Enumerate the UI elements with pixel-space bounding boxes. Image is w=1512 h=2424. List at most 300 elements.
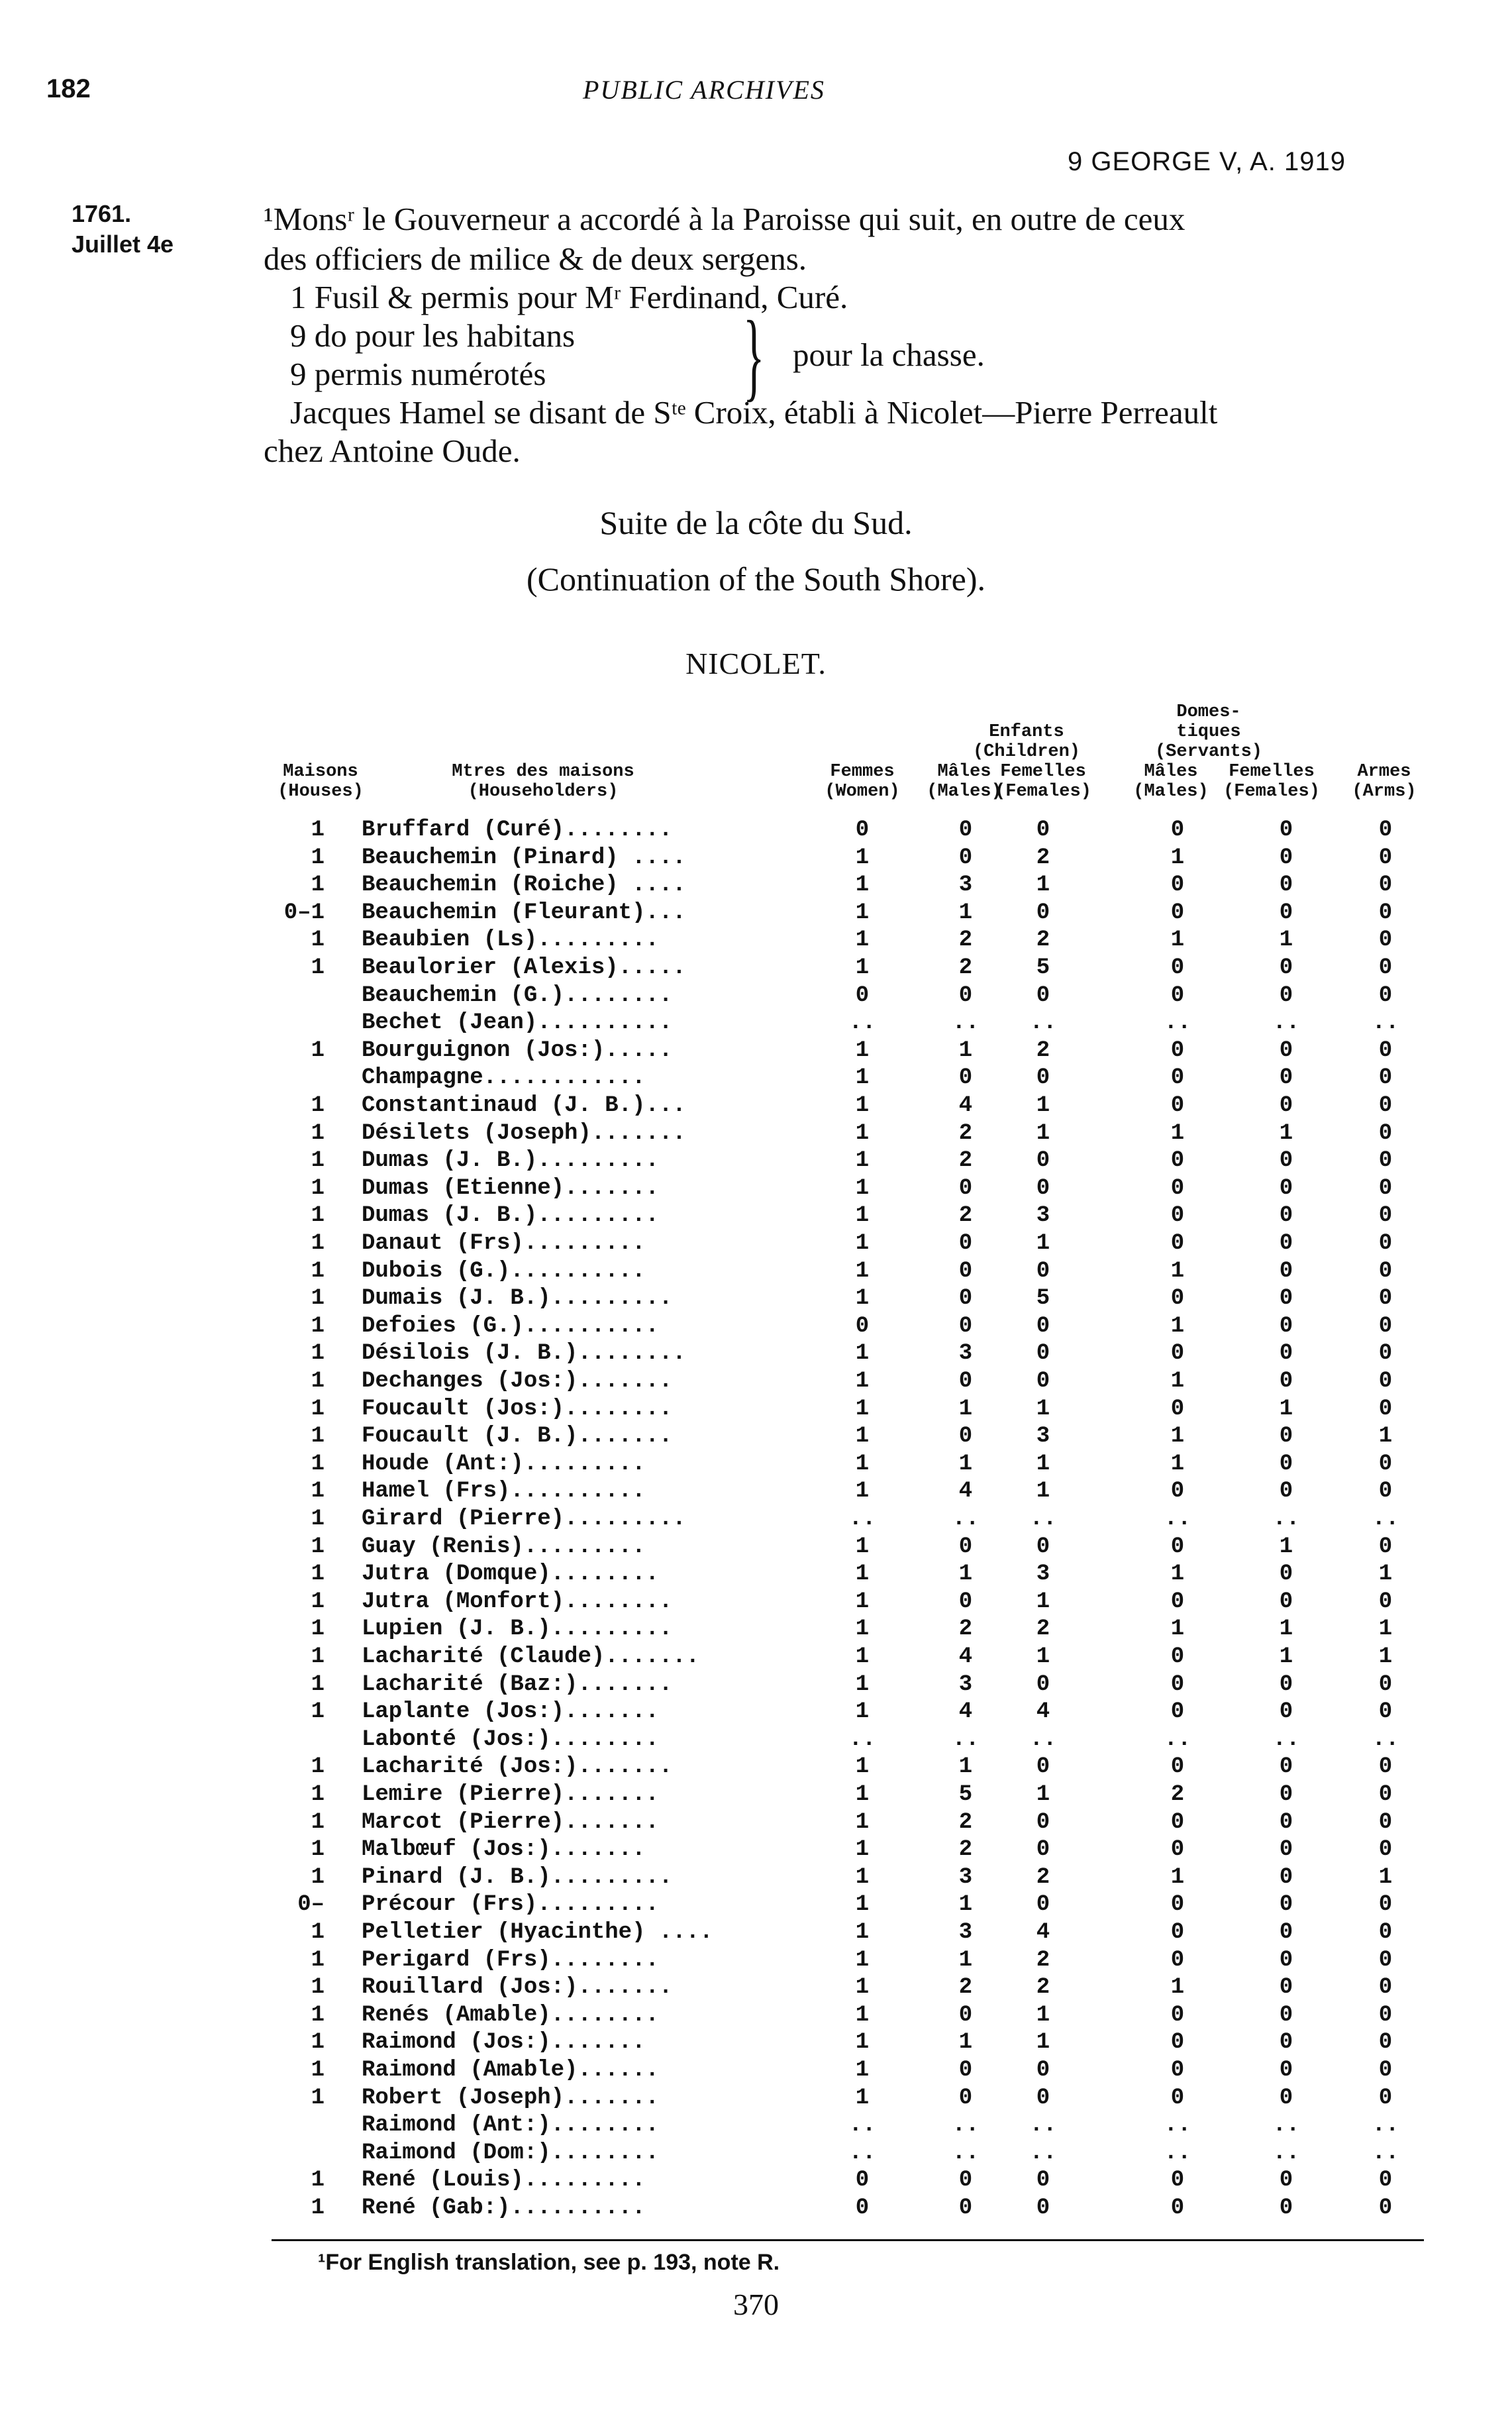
count-cell: 1 [855, 900, 870, 925]
count-cell: 0 [958, 2195, 973, 2221]
householder-name: Dumais (J. B.)......... [362, 1286, 673, 1312]
count-cell: 0 [1170, 982, 1185, 1008]
count-cell: 1 [855, 1451, 870, 1477]
count-cell: 0 [1170, 1699, 1185, 1725]
count-cell: 0 [1378, 1120, 1393, 1146]
folio-number: 370 [733, 2288, 779, 2321]
count-cell: 0 [1036, 1534, 1050, 1559]
count-cell: 0 [1378, 2195, 1393, 2221]
count-cell: 1 [855, 1809, 870, 1835]
footnote: ¹For English translation, see p. 193, note R. [318, 2250, 780, 2275]
count-cell: .. [1272, 1010, 1300, 1036]
count-cell: 1 [855, 1203, 870, 1229]
count-cell: 1 [855, 955, 870, 980]
count-cell: 2 [1170, 1782, 1185, 1807]
count-cell: 0 [1378, 955, 1393, 980]
count-cell: 0 [1036, 1369, 1050, 1394]
count-cell: .. [1272, 2113, 1300, 2138]
count-cell: .. [848, 2113, 876, 2138]
count-cell: 1 [855, 845, 870, 870]
intro-line-6: Jacques Hamel se disant de Sᵗᵉ Croix, établi à Nicolet—Pierre Perreault [290, 394, 1218, 431]
count-cell: 1 [1378, 1616, 1393, 1642]
count-cell: 0 [1378, 1975, 1393, 2001]
count-cell: 0 [1170, 1809, 1185, 1835]
maison-cell: 1 [311, 2030, 325, 2056]
maison-cell: 1 [311, 1616, 325, 1642]
section-title: NICOLET. [685, 647, 827, 680]
count-cell: 0 [1378, 2168, 1393, 2193]
count-cell: 0 [1378, 2030, 1393, 2056]
maison-cell: 1 [311, 1148, 325, 1174]
group-header-domestiques: tiques [1176, 722, 1241, 742]
column-header: Maisons [283, 762, 358, 782]
count-cell: 1 [1170, 1369, 1185, 1394]
column-header: Femmes [830, 762, 895, 782]
intro-line-7: chez Antoine Oude. [264, 433, 521, 469]
maison-cell: 1 [311, 1120, 325, 1146]
brace-text: pour la chasse. [793, 337, 985, 373]
count-cell: 0 [1170, 2030, 1185, 2056]
count-cell: 0 [1170, 2002, 1185, 2028]
count-cell: 0 [1279, 900, 1293, 925]
count-cell: 1 [855, 1864, 870, 1890]
householder-name: Foucault (Jos:)........ [362, 1396, 673, 1422]
householder-name: Dumas (Etienne)....... [362, 1175, 659, 1201]
count-cell: 0 [1279, 1065, 1293, 1091]
maison-cell: 0–1 [283, 900, 325, 925]
householder-name: Raimond (Jos:)....... [362, 2030, 646, 2056]
column-header: Mâles [1144, 762, 1198, 782]
maison-cell: 1 [311, 1671, 325, 1697]
count-cell: 1 [855, 1671, 870, 1697]
count-cell: 0 [1170, 1589, 1185, 1614]
count-cell: 1 [958, 1037, 973, 1063]
count-cell: 0 [1279, 1093, 1293, 1118]
maison-cell: 1 [311, 817, 325, 843]
count-cell: .. [1164, 2113, 1191, 2138]
count-cell: 0 [1279, 1286, 1293, 1312]
householder-name: Robert (Joseph)....... [362, 2085, 659, 2111]
count-cell: .. [1272, 2140, 1300, 2166]
count-cell: 0 [1279, 1892, 1293, 1918]
count-cell: 4 [958, 1093, 973, 1118]
householder-name: Dechanges (Jos:)....... [362, 1369, 673, 1394]
count-cell: 1 [1170, 1616, 1185, 1642]
count-cell: 0 [958, 982, 973, 1008]
count-cell: 0 [958, 1313, 973, 1339]
count-cell: 1 [958, 1396, 973, 1422]
column-header: Femelles [1229, 762, 1315, 782]
count-cell: .. [1029, 2113, 1057, 2138]
maison-cell: 1 [311, 2195, 325, 2221]
householder-name: Champagne............ [362, 1065, 646, 1091]
count-cell: 0 [1279, 1258, 1293, 1284]
maison-cell: 1 [311, 2085, 325, 2111]
count-cell: 1 [1170, 1864, 1185, 1890]
maison-cell: 1 [311, 1341, 325, 1367]
maison-cell: 1 [311, 1203, 325, 1229]
count-cell: 1 [1036, 1093, 1050, 1118]
count-cell: 0 [1170, 2058, 1185, 2083]
count-cell: 1 [855, 1120, 870, 1146]
count-cell: 0 [1170, 817, 1185, 843]
count-cell: 0 [958, 2085, 973, 2111]
count-cell: 1 [1170, 1120, 1185, 1146]
count-cell: 0 [1378, 872, 1393, 898]
householder-name: Malbœuf (Jos:)....... [362, 1837, 646, 1863]
footnote-rule [272, 2239, 1424, 2241]
count-cell: 0 [855, 982, 870, 1008]
count-cell: 0 [1279, 1864, 1293, 1890]
maison-cell: 1 [311, 1313, 325, 1339]
count-cell: 0 [1279, 2085, 1293, 2111]
count-cell: 1 [1036, 1120, 1050, 1146]
count-cell: 2 [958, 1203, 973, 1229]
householder-name: René (Gab:).......... [362, 2195, 646, 2221]
column-header: (Males) [927, 782, 1002, 802]
householder-name: Beauchemin (Pinard) .... [362, 845, 686, 870]
count-cell: .. [952, 2140, 980, 2166]
count-cell: .. [1164, 1726, 1191, 1752]
count-cell: 2 [1036, 1947, 1050, 1973]
maison-cell: 1 [311, 1093, 325, 1118]
count-cell: 1 [855, 1341, 870, 1367]
householder-name: Rouillard (Jos:)....... [362, 1975, 673, 2001]
count-cell: 0 [958, 1065, 973, 1091]
intro-line-4: 9 do pour les habitans [290, 317, 576, 354]
count-cell: 0 [1279, 1479, 1293, 1504]
maison-cell: 1 [311, 1369, 325, 1394]
count-cell: 0 [1170, 2168, 1185, 2193]
maison-cell: 1 [311, 1506, 325, 1532]
count-cell: 0 [958, 2168, 973, 2193]
count-cell: 0 [1378, 1534, 1393, 1559]
maison-cell: 1 [311, 1782, 325, 1807]
count-cell: 0 [1036, 817, 1050, 843]
count-cell: 2 [958, 955, 973, 980]
count-cell: 1 [1279, 927, 1293, 953]
count-cell: 0 [1170, 1892, 1185, 1918]
householder-name: Guay (Renis)......... [362, 1534, 646, 1559]
count-cell: 1 [855, 1892, 870, 1918]
count-cell: 2 [958, 1120, 973, 1146]
count-cell: 1 [1279, 1534, 1293, 1559]
count-cell: 1 [855, 1258, 870, 1284]
count-cell: 1 [855, 872, 870, 898]
count-cell: 0 [958, 1231, 973, 1256]
count-cell: 0 [958, 2058, 973, 2083]
count-cell: 1 [958, 1947, 973, 1973]
subheading-english: (Continuation of the South Shore). [527, 560, 985, 598]
count-cell: 1 [855, 1369, 870, 1394]
count-cell: 1 [855, 1175, 870, 1201]
count-cell: 0 [958, 2002, 973, 2028]
count-cell: 0 [1378, 1947, 1393, 1973]
count-cell: 2 [958, 1148, 973, 1174]
count-cell: 0 [1036, 1175, 1050, 1201]
count-cell: 0 [855, 1313, 870, 1339]
count-cell: 1 [855, 1644, 870, 1669]
count-cell: .. [1029, 1726, 1057, 1752]
count-cell: 0 [1378, 1837, 1393, 1863]
householder-name: Raimond (Ant:)........ [362, 2113, 659, 2138]
count-cell: 1 [1279, 1120, 1293, 1146]
count-cell: 0 [1036, 1671, 1050, 1697]
count-cell: 1 [1170, 927, 1185, 953]
count-cell: 0 [1170, 872, 1185, 898]
householder-name: Désilets (Joseph)....... [362, 1120, 686, 1146]
householder-name: Renés (Amable)........ [362, 2002, 659, 2028]
count-cell: 0 [1378, 900, 1393, 925]
count-cell: 1 [855, 2058, 870, 2083]
count-cell: 0 [1279, 1699, 1293, 1725]
count-cell: 0 [1378, 1037, 1393, 1063]
count-cell: 0 [1378, 1148, 1393, 1174]
count-cell: 0 [1279, 1837, 1293, 1863]
count-cell: 0 [1378, 927, 1393, 953]
count-cell: 0 [1279, 1231, 1293, 1256]
count-cell: 1 [1170, 845, 1185, 870]
count-cell: .. [952, 1506, 980, 1532]
count-cell: 0 [855, 817, 870, 843]
count-cell: .. [952, 2113, 980, 2138]
count-cell: 0 [1279, 2168, 1293, 2193]
count-cell: 0 [1279, 1809, 1293, 1835]
count-cell: .. [848, 1010, 876, 1036]
count-cell: 1 [1170, 1258, 1185, 1284]
count-cell: 4 [958, 1644, 973, 1669]
maison-cell: 1 [311, 1286, 325, 1312]
count-cell: 1 [958, 1754, 973, 1780]
count-cell: 0 [1036, 1065, 1050, 1091]
householder-name: Pelletier (Hyacinthe) .... [362, 1920, 713, 1945]
count-cell: 0 [1378, 1175, 1393, 1201]
count-cell: 0 [1279, 1037, 1293, 1063]
group-header-domestiques: (Servants) [1154, 742, 1263, 762]
count-cell: .. [1272, 1726, 1300, 1752]
count-cell: 0 [1378, 2058, 1393, 2083]
count-cell: 2 [1036, 1864, 1050, 1890]
count-cell: 0 [1378, 1093, 1393, 1118]
count-cell: 0 [1378, 1809, 1393, 1835]
householder-name: Pinard (J. B.)......... [362, 1864, 673, 1890]
count-cell: 1 [855, 2002, 870, 2028]
count-cell: 0 [1378, 1671, 1393, 1697]
householder-name: René (Louis)......... [362, 2168, 646, 2193]
intro-line-5: 9 permis numérotés [290, 356, 546, 392]
count-cell: 1 [1036, 2002, 1050, 2028]
count-cell: 0 [1170, 1231, 1185, 1256]
householder-name: Beaulorier (Alexis)..... [362, 955, 686, 980]
count-cell: 1 [855, 1975, 870, 2001]
count-cell: 0 [1170, 1037, 1185, 1063]
count-cell: 0 [1036, 1837, 1050, 1863]
count-cell: 4 [958, 1699, 973, 1725]
count-cell: .. [848, 1506, 876, 1532]
intro-line-2: des officiers de milice & de deux sergens. [264, 240, 807, 277]
count-cell: 1 [1036, 1451, 1050, 1477]
maison-cell: 1 [311, 1396, 325, 1422]
count-cell: 1 [855, 1947, 870, 1973]
count-cell: 0 [1170, 1286, 1185, 1312]
maison-cell: 1 [311, 1258, 325, 1284]
householder-name: Raimond (Dom:)........ [362, 2140, 659, 2166]
count-cell: 5 [958, 1782, 973, 1807]
count-cell: 1 [855, 1754, 870, 1780]
count-cell: 0 [1378, 1754, 1393, 1780]
maison-cell: 1 [311, 1920, 325, 1945]
margin-date-day: Juillet 4e [72, 231, 174, 258]
column-header: (Arms) [1352, 782, 1417, 802]
count-cell: 1 [855, 2085, 870, 2111]
count-cell: 0 [1279, 1451, 1293, 1477]
session-line: 9 GEORGE V, A. 1919 [1068, 147, 1346, 176]
count-cell: 1 [1170, 1561, 1185, 1587]
column-header: Femelles [1000, 762, 1086, 782]
count-cell: 0 [1036, 900, 1050, 925]
count-cell: 0 [1279, 1341, 1293, 1367]
count-cell: 1 [1170, 1451, 1185, 1477]
count-cell: 1 [1036, 2030, 1050, 2056]
count-cell: 0 [1279, 2002, 1293, 2028]
count-cell: 0 [1036, 1313, 1050, 1339]
householder-name: Précour (Frs)......... [362, 1892, 659, 1918]
count-cell: 0 [1036, 1754, 1050, 1780]
count-cell: 0 [1378, 1699, 1393, 1725]
count-cell: 0 [1036, 1258, 1050, 1284]
intro-line-1: ¹Monsʳ le Gouverneur a accordé à la Paroisse qui suit, en outre de ceux [264, 201, 1185, 237]
count-cell: .. [848, 2140, 876, 2166]
count-cell: 1 [1378, 1864, 1393, 1890]
count-cell: 0 [1279, 1782, 1293, 1807]
householder-name: Bruffard (Curé)........ [362, 817, 673, 843]
count-cell: 0 [1279, 1175, 1293, 1201]
count-cell: 0 [1170, 1479, 1185, 1504]
count-cell: 3 [958, 1341, 973, 1367]
count-cell: 1 [855, 1065, 870, 1091]
count-cell: 0 [1378, 1479, 1393, 1504]
count-cell: 1 [1279, 1616, 1293, 1642]
count-cell: 0 [855, 2168, 870, 2193]
count-cell: 0 [1170, 1837, 1185, 1863]
count-cell: 0 [1279, 1369, 1293, 1394]
count-cell: 0 [1170, 900, 1185, 925]
count-cell: 0 [1378, 1258, 1393, 1284]
count-cell: 1 [1279, 1644, 1293, 1669]
count-cell: 0 [1279, 2058, 1293, 2083]
count-cell: 0 [1170, 1396, 1185, 1422]
count-cell: .. [952, 1726, 980, 1752]
count-cell: 0 [958, 845, 973, 870]
count-cell: 1 [1036, 1644, 1050, 1669]
count-cell: 1 [1036, 1231, 1050, 1256]
count-cell: 0 [1170, 1671, 1185, 1697]
count-cell: 0 [1378, 817, 1393, 843]
householder-name: Perigard (Frs)........ [362, 1947, 659, 1973]
count-cell: 0 [1170, 2085, 1185, 2111]
group-header-enfants: Enfants [989, 722, 1064, 742]
householder-name: Marcot (Pierre)....... [362, 1809, 659, 1835]
count-cell: 0 [1279, 1975, 1293, 2001]
count-cell: 3 [958, 1864, 973, 1890]
householder-name: Defoies (G.).......... [362, 1313, 659, 1339]
count-cell: 0 [958, 1534, 973, 1559]
maison-cell: 1 [311, 1175, 325, 1201]
column-header: (Females) [995, 782, 1091, 802]
householder-name: Dubois (G.).......... [362, 1258, 646, 1284]
householder-name: Lacharité (Claude)....... [362, 1644, 700, 1669]
count-cell: 0 [1170, 1175, 1185, 1201]
count-cell: 3 [1036, 1561, 1050, 1587]
count-cell: 0 [1279, 1561, 1293, 1587]
count-cell: 2 [1036, 1037, 1050, 1063]
count-cell: 1 [958, 2030, 973, 2056]
count-cell: 0 [1378, 1782, 1393, 1807]
count-cell: 0 [1036, 1148, 1050, 1174]
count-cell: 0 [1378, 1589, 1393, 1614]
count-cell: 0 [1170, 1065, 1185, 1091]
count-cell: 0 [1036, 1892, 1050, 1918]
count-cell: 0 [1378, 1313, 1393, 1339]
count-cell: 0 [1279, 1313, 1293, 1339]
householder-name: Beaubien (Ls)......... [362, 927, 659, 953]
brace-symbol: } [743, 301, 765, 411]
maison-cell: 1 [311, 2168, 325, 2193]
count-cell: 1 [1036, 1396, 1050, 1422]
householder-name: Bechet (Jean).......... [362, 1010, 673, 1036]
count-cell: .. [1164, 2140, 1191, 2166]
count-cell: 1 [855, 1037, 870, 1063]
count-cell: 0 [1036, 2195, 1050, 2221]
count-cell: .. [1164, 1010, 1191, 1036]
column-header: (Houses) [277, 782, 364, 802]
maison-cell: 1 [311, 1424, 325, 1449]
count-cell: 0 [1170, 1920, 1185, 1945]
householder-name: Beauchemin (G.)........ [362, 982, 673, 1008]
householder-name: Laplante (Jos:)....... [362, 1699, 659, 1725]
count-cell: 1 [1279, 1396, 1293, 1422]
intro-line-3: 1 Fusil & permis pour Mʳ Ferdinand, Curé. [290, 279, 848, 315]
count-cell: 0 [1378, 1231, 1393, 1256]
group-header-enfants: (Children) [972, 742, 1081, 762]
householder-name: Jutra (Monfort)........ [362, 1589, 673, 1614]
householder-name: Foucault (J. B.)....... [362, 1424, 673, 1449]
group-header-domestiques: Domes- [1176, 702, 1241, 722]
count-cell: 0 [1279, 1203, 1293, 1229]
count-cell: 2 [958, 927, 973, 953]
count-cell: .. [1372, 2140, 1399, 2166]
maison-cell: 1 [311, 872, 325, 898]
count-cell: 0 [1378, 2085, 1393, 2111]
count-cell: 1 [1170, 1424, 1185, 1449]
householder-name: Lemire (Pierre)....... [362, 1782, 659, 1807]
count-cell: 1 [1378, 1561, 1393, 1587]
count-cell: .. [1372, 1726, 1399, 1752]
count-cell: 1 [855, 1616, 870, 1642]
count-cell: 1 [855, 1699, 870, 1725]
count-cell: 0 [1170, 1644, 1185, 1669]
column-header: Armes [1357, 762, 1411, 782]
count-cell: 0 [1279, 1947, 1293, 1973]
count-cell: 0 [1378, 1920, 1393, 1945]
count-cell: .. [1029, 1010, 1057, 1036]
count-cell: 1 [958, 1892, 973, 1918]
count-cell: 1 [855, 1534, 870, 1559]
count-cell: 1 [855, 1286, 870, 1312]
count-cell: 1 [958, 900, 973, 925]
count-cell: .. [952, 1010, 980, 1036]
count-cell: .. [1029, 2140, 1057, 2166]
